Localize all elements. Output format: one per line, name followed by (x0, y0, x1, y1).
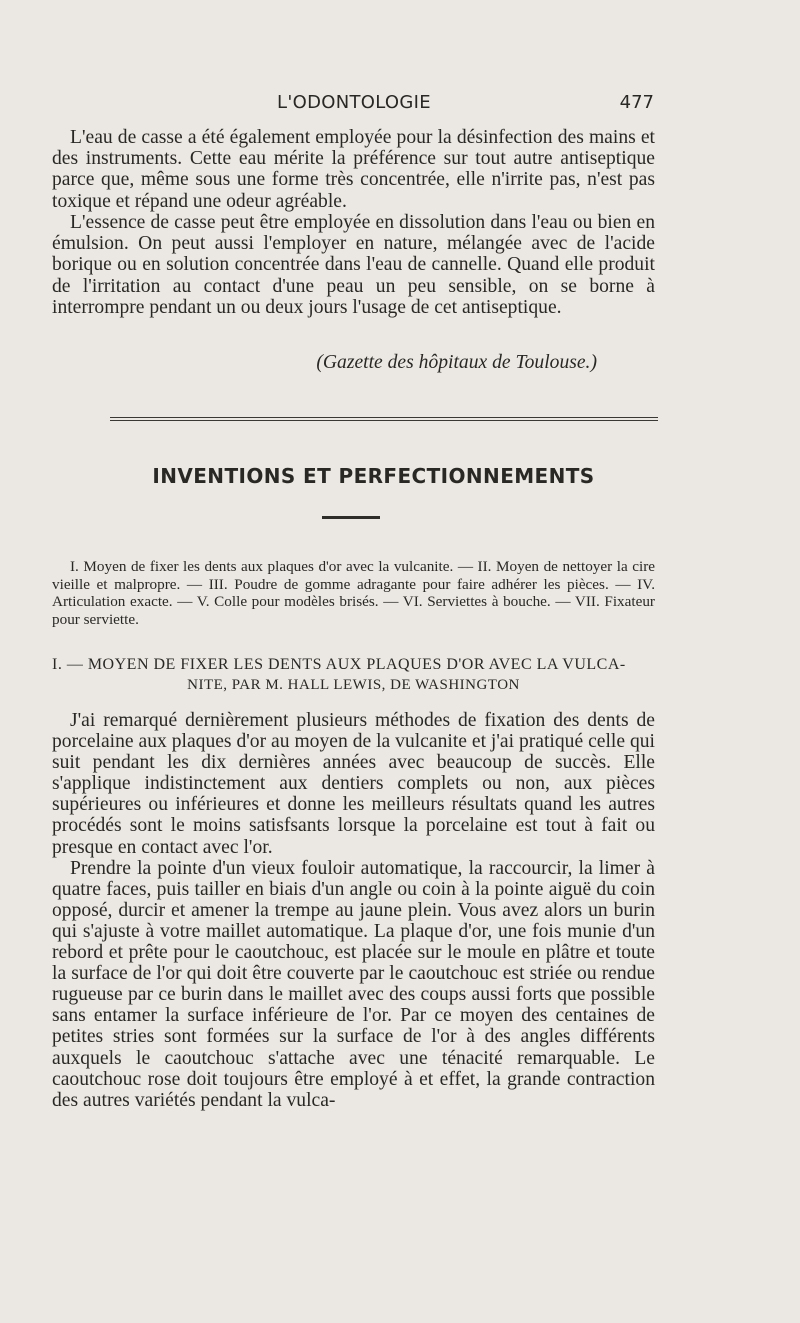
top-text-block (52, 127, 655, 318)
body-text-block (52, 710, 655, 1111)
page-number: 477 (619, 92, 654, 113)
paragraph: J'ai remarqué dernièrement plusieurs méthodes de fixation des dents de porcelaine aux plaques d'or au moyen de la vulcanite et j'ai pratiqué celle qui suit pendant les dix dernières années avec beaucoup de succès. Elle s'applique indistinctement aux dentiers complets ou non, aux pièces supérieures ou inférieures et donne les meilleurs résultats quand les autres procédés sont le moins satisfsants lorsque la porcelaine est tout à fait ou presque en contact avec l'or. (52, 710, 655, 858)
paragraph: L'eau de casse a été également employée pour la désinfection des mains et des instruments. Cette eau mérite la préférence sur tout autre antiseptique parce que, même sous une forme très concentrée, elle n'irrite pas, n'est pas toxique et répand une odeur agréable. (52, 127, 655, 212)
running-head (54, 92, 654, 116)
title-underline (322, 516, 380, 519)
subsection-heading-line: I. — MOYEN DE FIXER LES DENTS AUX PLAQUES D'OR AVEC LA VULCA- (52, 656, 626, 673)
divider-line (110, 417, 658, 418)
subsection-heading (52, 655, 655, 695)
section-title: INVENTIONS ET PERFECTIONNEMENTS (152, 464, 595, 488)
section-summary: I. Moyen de fixer les dents aux plaques d'or avec la vulcanite. — II. Moyen de nettoyer la cire vieille et malpropre. — III. Poudre de gomme adragante pour faire adhérer les pièces. — IV. Articulation exacte. — V. Colle pour modèles brisés. — VI. Serviettes à bouche. — VII. Fixateur pour serviette. (52, 558, 655, 628)
source-citation: (Gazette des hôpitaux de Toulouse.) (316, 352, 597, 373)
subsection-heading-line: NITE, PAR M. HALL LEWIS, DE WASHINGTON (187, 677, 520, 693)
divider-line (110, 420, 658, 421)
running-title: L'ODONTOLOGIE (277, 92, 431, 113)
paragraph: Prendre la pointe d'un vieux fouloir automatique, la raccourcir, la limer à quatre faces, puis tailler en biais d'un angle ou coin à la pointe aiguë du coin opposé, durcir et amener la trempe au jaune plein. Vous avez alors un burin qui s'ajuste à votre maillet automatique. La plaque d'or, une fois munie d'un rebord et prête pour le caoutchouc, est placée sur le moule en plâtre et toute la surface de l'or qui doit être couverte par le caoutchouc est striée ou rendue rugueuse par ce burin dans le maillet avec des coups aussi forts que possible sans entamer la surface inférieure de l'or. Par ce moyen des centaines de petites stries sont formées sur la surface de l'or à des angles différents auxquels le caoutchouc s'attache avec une ténacité remarquable. Le caoutchouc rose doit toujours être employé à et effet, la grande contraction des autres variétés pendant la vulca- (52, 857, 655, 1111)
paragraph: L'essence de casse peut être employée en dissolution dans l'eau ou bien en émulsion. On peut aussi l'employer en nature, mélangée avec de l'acide borique ou en solution concentrée dans l'eau de cannelle. Quand elle produit de l'irritation au contact d'une peau un peu sensible, on se borne à interrompre pendant un ou deux jours l'usage de cet antiseptique. (52, 211, 655, 318)
section-divider (110, 417, 658, 424)
